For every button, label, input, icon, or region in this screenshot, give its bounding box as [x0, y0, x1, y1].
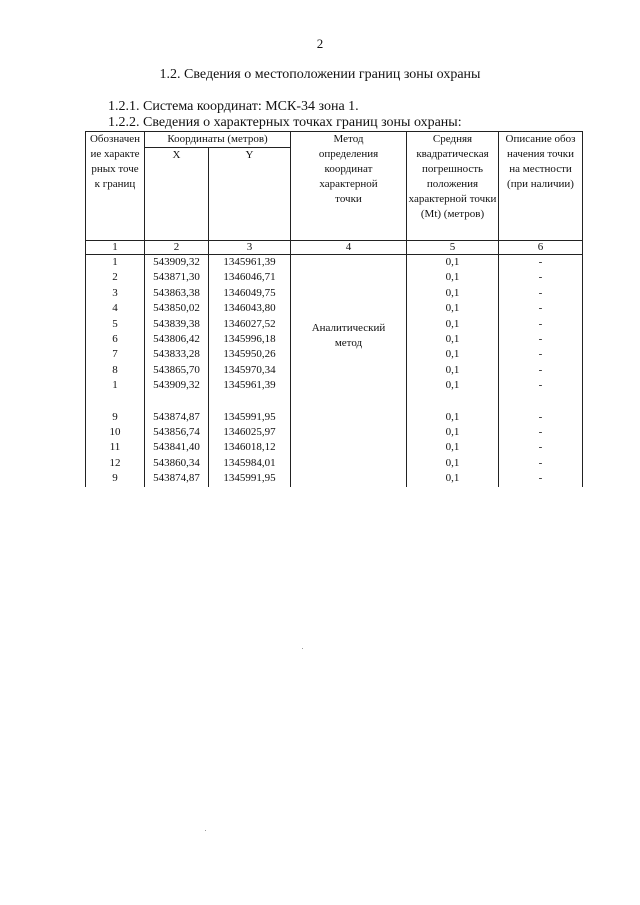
x-cell: 543865,70 [145, 363, 209, 378]
point-cell: 12 [86, 456, 145, 471]
x-cell: 543874,87 [145, 410, 209, 425]
error-cell: 0,1 [407, 456, 499, 471]
x-cell: 543860,34 [145, 456, 209, 471]
y-cell: 1346027,52 [209, 317, 291, 332]
error-cell: 0,1 [407, 347, 499, 362]
point-cell: 10 [86, 425, 145, 440]
description-cell: - [499, 456, 583, 471]
x-cell: 543909,32 [145, 378, 209, 393]
description-cell: - [499, 270, 583, 285]
point-cell: 11 [86, 440, 145, 455]
description-cell: - [499, 347, 583, 362]
error-cell: 0,1 [407, 317, 499, 332]
point-cell: 4 [86, 301, 145, 316]
point-cell: 1 [86, 255, 145, 271]
points-heading: 1.2.2. Сведения о характерных точках границ зоны охраны: [108, 115, 462, 130]
method-cell [291, 255, 407, 487]
column-number: 2 [145, 241, 209, 255]
y-cell: 1345996,18 [209, 332, 291, 347]
y-cell: 1345950,26 [209, 347, 291, 362]
boundary-points-table [85, 131, 583, 487]
point-cell: 1 [86, 378, 145, 393]
scan-speck [302, 648, 303, 649]
y-cell: 1345961,39 [209, 378, 291, 393]
description-cell: - [499, 332, 583, 347]
header-method: Метод определения координат характерной точки [291, 132, 407, 241]
point-cell: 9 [86, 410, 145, 425]
point-cell: 7 [86, 347, 145, 362]
column-number: 1 [86, 241, 145, 255]
description-cell: - [499, 378, 583, 393]
error-cell: 0,1 [407, 363, 499, 378]
y-cell: 1346046,71 [209, 270, 291, 285]
method-value: Аналитический метод [311, 322, 386, 349]
x-cell: 543833,28 [145, 347, 209, 362]
section-title: 1.2. Сведения о местоположении границ зоны охраны [159, 67, 481, 82]
description-cell: - [499, 425, 583, 440]
column-number: 4 [291, 241, 407, 255]
description-cell: - [499, 317, 583, 332]
spacer-cell [209, 394, 291, 410]
column-number: 5 [407, 241, 499, 255]
error-cell: 0,1 [407, 301, 499, 316]
x-cell: 543806,42 [145, 332, 209, 347]
description-cell: - [499, 440, 583, 455]
x-cell: 543850,02 [145, 301, 209, 316]
x-cell: 543856,74 [145, 425, 209, 440]
y-cell: 1345991,95 [209, 471, 291, 486]
point-cell: 3 [86, 286, 145, 301]
x-cell: 543874,87 [145, 471, 209, 486]
y-cell: 1345991,95 [209, 410, 291, 425]
x-cell: 543871,30 [145, 270, 209, 285]
y-cell: 1345961,39 [209, 255, 291, 271]
error-cell: 0,1 [407, 410, 499, 425]
page-number: 2 [316, 36, 324, 51]
y-cell: 1346018,12 [209, 440, 291, 455]
header-description: Описание обозначения точки на местности (при наличии) [499, 132, 583, 241]
description-cell: - [499, 363, 583, 378]
x-cell: 543909,32 [145, 255, 209, 271]
column-number: 6 [499, 241, 583, 255]
y-cell: 1346025,97 [209, 425, 291, 440]
description-cell: - [499, 286, 583, 301]
error-cell: 0,1 [407, 255, 499, 271]
point-cell: 9 [86, 471, 145, 486]
scan-speck [205, 830, 206, 831]
spacer-cell [86, 394, 145, 410]
spacer-cell [499, 394, 583, 410]
y-cell: 1345984,01 [209, 456, 291, 471]
coordinate-system-line: 1.2.1. Система координат: МСК-34 зона 1. [108, 99, 359, 114]
header-x: X [145, 148, 209, 241]
description-cell: - [499, 471, 583, 486]
error-cell: 0,1 [407, 286, 499, 301]
error-cell: 0,1 [407, 270, 499, 285]
error-cell: 0,1 [407, 425, 499, 440]
spacer-cell [407, 394, 499, 410]
header-error: Средняя квадратическая погрешность положения характерной точки (Mt) (метров) [407, 132, 499, 241]
table-row [86, 255, 583, 271]
header-y: Y [209, 148, 291, 241]
description-cell: - [499, 301, 583, 316]
point-cell: 2 [86, 270, 145, 285]
spacer-cell [145, 394, 209, 410]
description-cell: - [499, 255, 583, 271]
error-cell: 0,1 [407, 440, 499, 455]
x-cell: 543841,40 [145, 440, 209, 455]
header-coordinates: Координаты (метров) [145, 132, 291, 148]
description-cell: - [499, 410, 583, 425]
error-cell: 0,1 [407, 471, 499, 486]
y-cell: 1346043,80 [209, 301, 291, 316]
point-cell: 8 [86, 363, 145, 378]
x-cell: 543863,38 [145, 286, 209, 301]
y-cell: 1345970,34 [209, 363, 291, 378]
header-point: Обозначение характерных точек границ [86, 132, 145, 241]
column-number: 3 [209, 241, 291, 255]
y-cell: 1346049,75 [209, 286, 291, 301]
column-number-row [86, 241, 583, 255]
point-cell: 6 [86, 332, 145, 347]
x-cell: 543839,38 [145, 317, 209, 332]
error-cell: 0,1 [407, 378, 499, 393]
error-cell: 0,1 [407, 332, 499, 347]
point-cell: 5 [86, 317, 145, 332]
